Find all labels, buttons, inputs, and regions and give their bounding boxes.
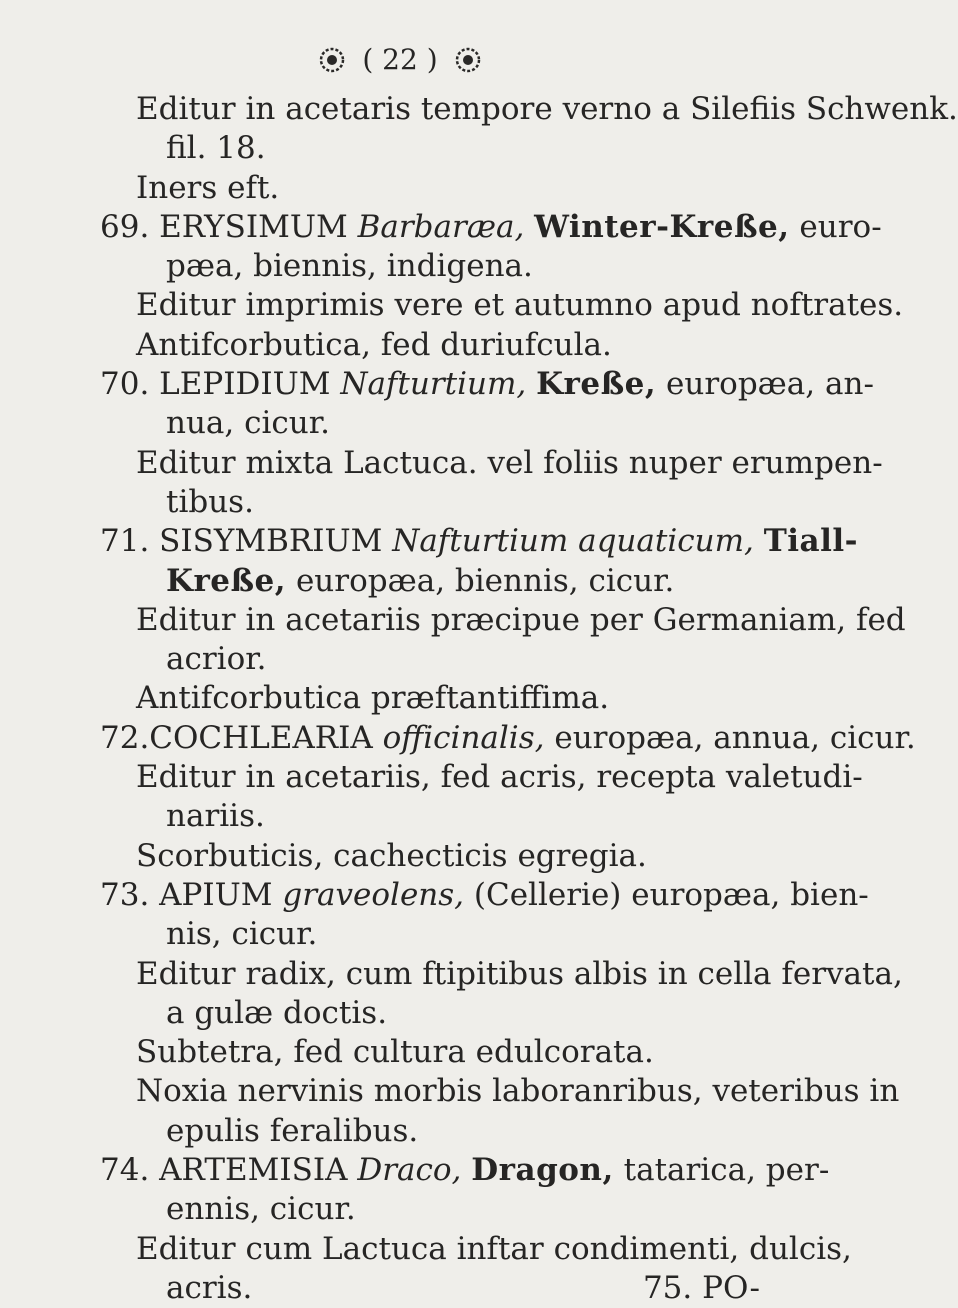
text-line: Antifcorbutica præftantiffima. (136, 680, 610, 717)
entry-number-name: 73. APIUM (100, 876, 273, 913)
entry-70 (100, 365, 874, 404)
entry-69 (100, 208, 882, 247)
text-line: acrior. (166, 641, 267, 678)
text-line: Editur in acetariis præcipue per Germaniam, fed (136, 601, 906, 638)
text-line: Antifcorbutica, fed duriufcula. (136, 326, 612, 363)
entry-number-name: 72.COCHLEARIA (100, 719, 373, 756)
latin-species: Barbaræa, (357, 208, 525, 245)
text-line: Editur in acetaris tempore verno a Silefiis Schwenk. (136, 91, 958, 127)
latin-species: Draco, (357, 1152, 462, 1189)
text-fragment: acris. (166, 1269, 253, 1306)
text-line: epulis feralibus. (166, 1112, 419, 1149)
text-line: nariis. (166, 798, 265, 835)
text-line: Subtetra, fed cultura edulcorata. (136, 1034, 654, 1071)
entry-71-continued (100, 562, 760, 601)
latin-species: Nafturtium aquaticum, (392, 523, 754, 560)
entry-number-name: 70. LEPIDIUM (100, 366, 331, 403)
entry-71 (100, 522, 859, 561)
text-line: nua, cicur. (166, 405, 330, 442)
latin-species: officinalis, (382, 719, 545, 756)
text-line: fil. 18. (166, 130, 266, 167)
last-line (100, 1269, 760, 1308)
ornament-left-icon (319, 47, 345, 73)
text-line: Editur in acetariis, fed acris, recepta valetudi- (136, 759, 863, 796)
german-name: Dragon, (471, 1152, 614, 1189)
entry-text: tatarica, per- (623, 1152, 830, 1189)
ornament-right-icon (455, 47, 481, 73)
text-body (100, 90, 958, 1308)
entry-74 (100, 1151, 830, 1190)
entry-72 (100, 719, 916, 758)
german-name: Winter-Kreße, (534, 208, 790, 245)
entry-number-name: 69. ERYSIMUM (100, 208, 348, 245)
entry-number-name: 74. ARTEMISIA (100, 1152, 348, 1189)
page-number: ( 22 ) (362, 43, 438, 76)
text-line: Noxia nervinis morbis laboranribus, veteribus in (136, 1073, 900, 1110)
entry-number-name: 71. SISYMBRIUM (100, 523, 383, 560)
text-line: ennis, cicur. (166, 1191, 356, 1228)
latin-species: Nafturtium, (340, 366, 527, 403)
entry-text: (Cellerie) europæa, bien- (473, 876, 869, 913)
german-name: Kreße, (166, 562, 287, 599)
german-name: Kreße, (536, 366, 657, 403)
text-line: Iners eft. (136, 169, 280, 206)
text-line: Editur mixta Lactuca. vel foliis nuper erumpen- (136, 444, 883, 481)
text-line: a gulæ doctis. (166, 994, 388, 1031)
text-line: Editur radix, cum ftipitibus albis in cella fervata, (136, 955, 903, 992)
catchword: 75. PO- (642, 1269, 760, 1306)
entry-text: europæa, an- (666, 366, 874, 403)
text-line: pæa, biennis, indigena. (166, 248, 533, 285)
entry-text: europæa, annua, cicur. (554, 719, 916, 756)
entry-73 (100, 876, 869, 915)
page-header (0, 44, 800, 75)
entry-text: euro- (799, 208, 882, 245)
german-name: Tiall- (763, 523, 859, 560)
text-line: Editur cum Lactuca inftar condimenti, dulcis, (136, 1230, 852, 1267)
text-line: tibus. (166, 483, 254, 520)
latin-species: graveolens, (282, 876, 465, 913)
text-line: nis, cicur. (166, 916, 318, 953)
text-line: Scorbuticis, cachecticis egregia. (136, 837, 647, 874)
text-line: Editur imprimis vere et autumno apud noftrates. (136, 287, 904, 324)
entry-text: europæa, biennis, cicur. (295, 562, 675, 599)
